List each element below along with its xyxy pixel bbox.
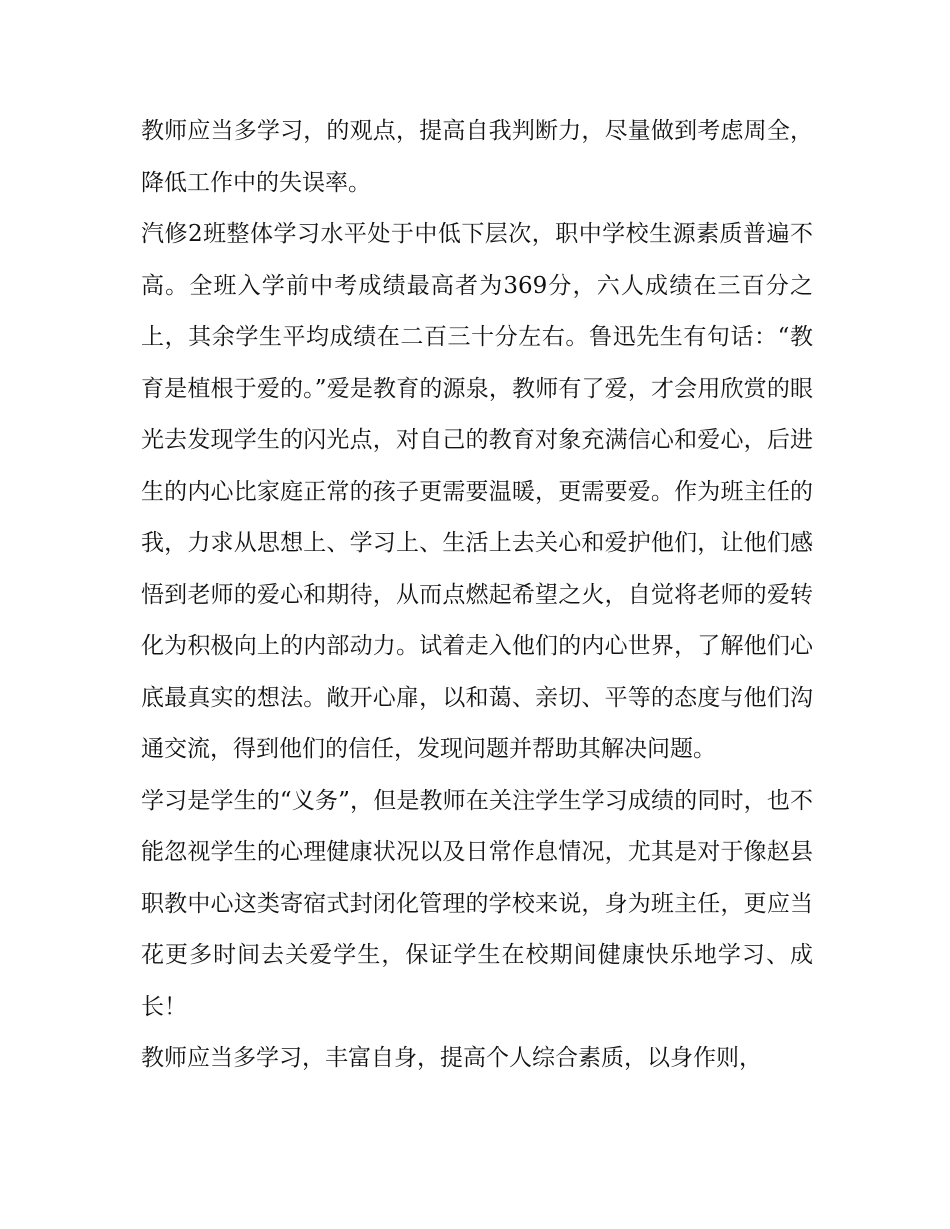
paragraph-2: 汽修2班整体学习水平处于中低下层次，职中学校生源素质普遍不高。全班入学前中考成绩最高者为369分，六人成绩在三百分之上，其余学生平均成绩在二百三十分左右。鲁迅先生有句话：“教育是植根于爱的。”爱是教育的源泉，教师有了爱，才会用欣赏的眼光去发现学生的闪光点，对自己的教育对象充满信心和爱心，后进生的内心比家庭正常的孩子更需要温暖，更需要爱。作为班主任的我，力求从思想上、学习上、生活上去关心和爱护他们，让他们感悟到老师的爱心和期待，从而点燃起希望之火，自觉将老师的爱转化为积极向上的内部动力。试着走入他们的内心世界，了解他们心底最真实的想法。敞开心扉，以和蔼、亲切、平等的态度与他们沟通交流，得到他们的信任，发现问题并帮助其解决问题。: [141, 221, 813, 762]
paragraph-3: 学习是学生的“义务”，但是教师在关注学生学习成绩的同时，也不能忽视学生的心理健康状况以及日常作息情况，尤其是对于像赵县职教中心这类寄宿式封闭化管理的学校来说，身为班主任，更应当花更多时间去关爱学生，保证学生在校期间健康快乐地学习、成长！: [141, 787, 813, 1020]
paragraph-1: 教师应当多学习，的观点，提高自我判断力，尽量做到考虑周全，降低工作中的失误率。: [141, 118, 813, 196]
paragraph-4: 教师应当多学习，丰富自身，提高个人综合素质，以身作则，: [141, 1045, 762, 1071]
document-body: [141, 106, 813, 1085]
